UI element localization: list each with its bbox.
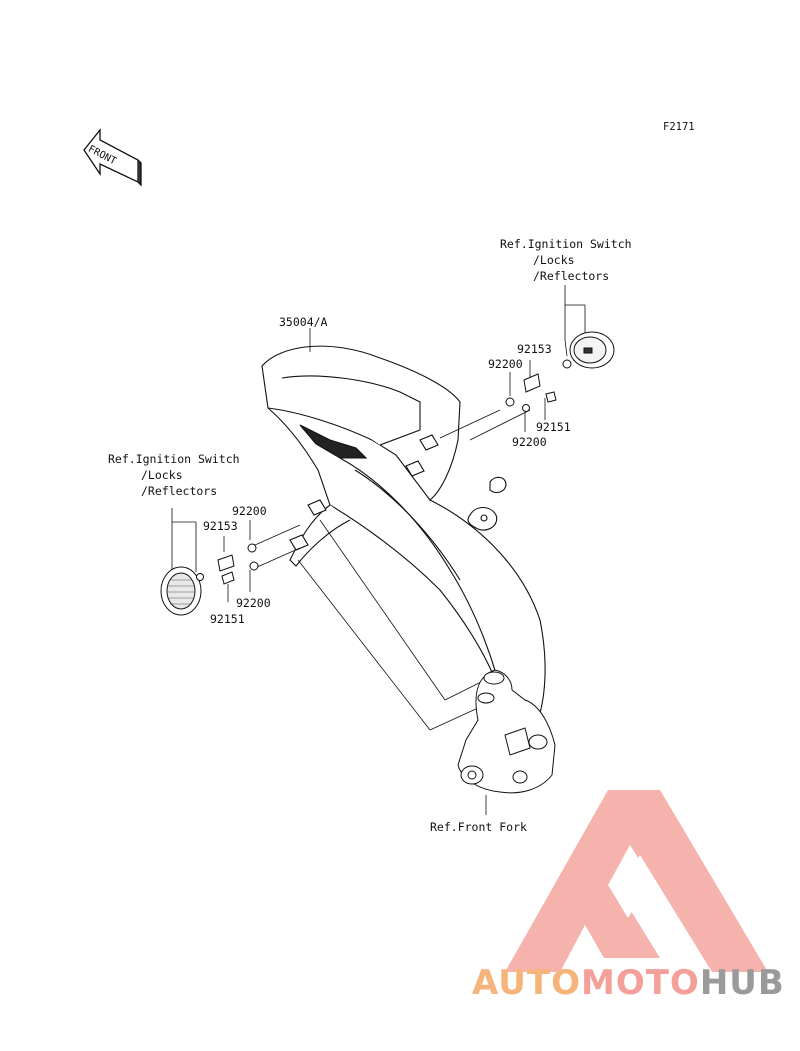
watermark-logo-icon [505,790,768,972]
label-35004-a: 35004/A [279,315,328,329]
label-left-92200-top: 92200 [232,504,267,518]
watermark-moto: MOTO [580,963,700,1003]
figure-code: F2171 [663,121,695,133]
label-left-92151: 92151 [210,612,245,626]
label-ref-ignition-left-3: /Reflectors [141,484,218,498]
label-right-92200-top: 92200 [488,357,523,371]
label-ref-ignition-right-3: /Reflectors [533,269,610,283]
label-ref-ignition-left-1: Ref.Ignition Switch [108,452,240,466]
label-right-92151: 92151 [536,420,571,434]
label-ref-ignition-right-2: /Locks [533,253,575,267]
watermark-hub: HUB [699,963,785,1003]
front-arrow-label: FRONT [86,143,118,168]
label-left-92200-bottom: 92200 [236,596,271,610]
watermark-auto: AUTO [472,963,581,1003]
label-left-92153: 92153 [203,519,238,533]
label-ref-front-fork: Ref.Front Fork [430,820,527,834]
label-ref-ignition-left-2: /Locks [141,468,183,482]
label-right-92200-bottom: 92200 [512,435,547,449]
label-ref-ignition-right-1: Ref.Ignition Switch [500,237,632,251]
label-right-92153: 92153 [517,342,552,356]
watermark-text [472,963,785,1003]
